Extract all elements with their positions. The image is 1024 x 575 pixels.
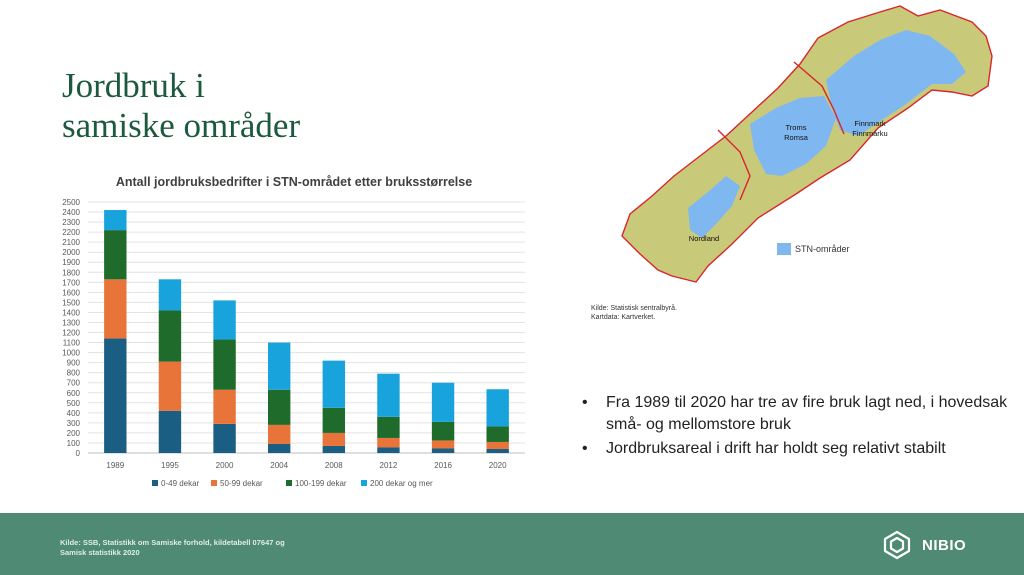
y-tick-label: 1200 <box>62 328 80 338</box>
title-line-1: Jordbruk i <box>62 66 205 105</box>
bar-segment <box>486 449 508 453</box>
bar-segment <box>486 442 508 449</box>
bar-segment <box>377 447 399 453</box>
map-source <box>591 304 677 322</box>
y-tick-label: 2200 <box>62 228 80 238</box>
map-legend-label: STN-områder <box>795 244 850 254</box>
legend-swatch <box>152 480 158 486</box>
map-label-troms: Troms Romsa <box>784 123 808 142</box>
nibio-logo-icon <box>882 530 912 560</box>
legend-swatch <box>211 480 217 486</box>
bar-segment <box>323 446 345 453</box>
x-tick-label: 2020 <box>488 461 507 470</box>
footer-source <box>60 538 285 558</box>
footer-source-line-2: Samisk statistikk 2020 <box>60 548 140 557</box>
nibio-logo <box>882 530 966 560</box>
stacked-bar-chart <box>0 160 540 500</box>
y-tick-label: 600 <box>66 388 80 398</box>
y-tick-label: 300 <box>66 418 80 428</box>
bar-segment <box>432 440 454 448</box>
y-axis-ticks <box>62 198 80 458</box>
bar-segment <box>213 340 235 390</box>
map-label-nordland: Nordland <box>688 234 720 243</box>
y-tick-label: 1400 <box>62 308 80 318</box>
y-tick-label: 1000 <box>62 348 80 358</box>
y-tick-label: 1100 <box>62 338 80 348</box>
bar-segment <box>268 343 290 390</box>
y-tick-label: 2500 <box>62 198 80 207</box>
bar-segment <box>432 383 454 422</box>
map-source-line-1: Kilde: Statistisk sentralbyrå. <box>591 305 677 312</box>
y-tick-label: 900 <box>66 358 80 368</box>
bar-segment <box>323 433 345 446</box>
stn-map <box>600 0 1000 300</box>
legend-label: 0-49 dekar <box>161 479 200 488</box>
bar-segment <box>432 422 454 441</box>
bar-segment <box>104 210 126 230</box>
bar-segment <box>377 374 399 417</box>
y-tick-label: 1900 <box>62 258 80 268</box>
footer-source-line-1: Kilde: SSB, Statistikk om Samiske forhold, kildetabell 07647 og <box>60 538 285 547</box>
bar-segment <box>159 362 181 411</box>
bar-segment <box>213 300 235 339</box>
bullet-list <box>580 392 1010 462</box>
legend-label: 200 dekar og mer <box>370 479 433 488</box>
bar-segment <box>159 411 181 453</box>
y-tick-label: 100 <box>66 438 80 448</box>
bar-segment <box>323 408 345 433</box>
y-tick-label: 500 <box>66 398 80 408</box>
y-tick-label: 200 <box>66 428 80 438</box>
bar-segment <box>486 426 508 442</box>
chart-title: Antall jordbruksbedrifter i STN-området etter bruksstørrelse <box>115 175 473 189</box>
bar-segment <box>268 390 290 425</box>
map-legend-swatch <box>777 243 791 255</box>
x-axis-ticks <box>106 461 507 470</box>
x-tick-label: 2016 <box>434 461 452 470</box>
bar-segment <box>213 424 235 453</box>
bar-segment <box>213 390 235 424</box>
bar-segment <box>159 310 181 361</box>
bar-segment <box>323 361 345 408</box>
nibio-logo-text: NIBIO <box>922 536 967 554</box>
chart-legend <box>152 479 433 488</box>
bar-segment <box>377 438 399 448</box>
x-tick-label: 1995 <box>161 461 179 470</box>
map-source-line-2: Kartdata: Kartverket. <box>591 314 656 321</box>
x-tick-label: 2012 <box>379 461 398 470</box>
y-tick-label: 1800 <box>62 268 80 278</box>
map-label-finnmark: Finnmark Finnmárku <box>852 119 888 138</box>
title-line-2: samiske områder <box>62 106 301 145</box>
y-tick-label: 0 <box>75 449 80 458</box>
y-tick-label: 2300 <box>62 218 80 228</box>
bar-segment <box>432 448 454 453</box>
bars <box>104 210 509 453</box>
y-tick-label: 2100 <box>62 238 80 248</box>
y-tick-label: 1600 <box>62 288 80 298</box>
y-tick-label: 800 <box>66 368 80 378</box>
bullet-item: • Fra 1989 til 2020 har tre av fire bruk lagt ned, i hovedsak små- og mellomstore bruk <box>580 392 1010 436</box>
legend-label: 50-99 dekar <box>220 479 263 488</box>
y-tick-label: 700 <box>66 378 80 388</box>
bar-segment <box>159 279 181 310</box>
bar-segment <box>104 279 126 338</box>
bar-segment <box>268 425 290 444</box>
footer-bar <box>0 513 1024 575</box>
y-tick-label: 1500 <box>62 298 80 308</box>
bar-segment <box>268 444 290 453</box>
bar-segment <box>104 339 126 453</box>
y-tick-label: 1300 <box>62 318 80 328</box>
grid-lines <box>88 202 525 453</box>
x-tick-label: 2000 <box>215 461 234 470</box>
y-tick-label: 2000 <box>62 248 80 258</box>
bar-segment <box>377 417 399 438</box>
bar-segment <box>104 230 126 279</box>
bar-segment <box>486 389 508 426</box>
x-tick-label: 2008 <box>324 461 343 470</box>
legend-label: 100-199 dekar <box>295 479 347 488</box>
legend-swatch <box>361 480 367 486</box>
bullet-item: • Jordbruksareal i drift har holdt seg relativt stabilt <box>580 438 1010 460</box>
legend-swatch <box>286 480 292 486</box>
y-tick-label: 1700 <box>62 278 80 288</box>
x-tick-label: 1989 <box>106 461 125 470</box>
x-tick-label: 2004 <box>270 461 289 470</box>
y-tick-label: 2400 <box>62 208 80 218</box>
y-tick-label: 400 <box>66 408 80 418</box>
slide-title <box>62 66 300 146</box>
